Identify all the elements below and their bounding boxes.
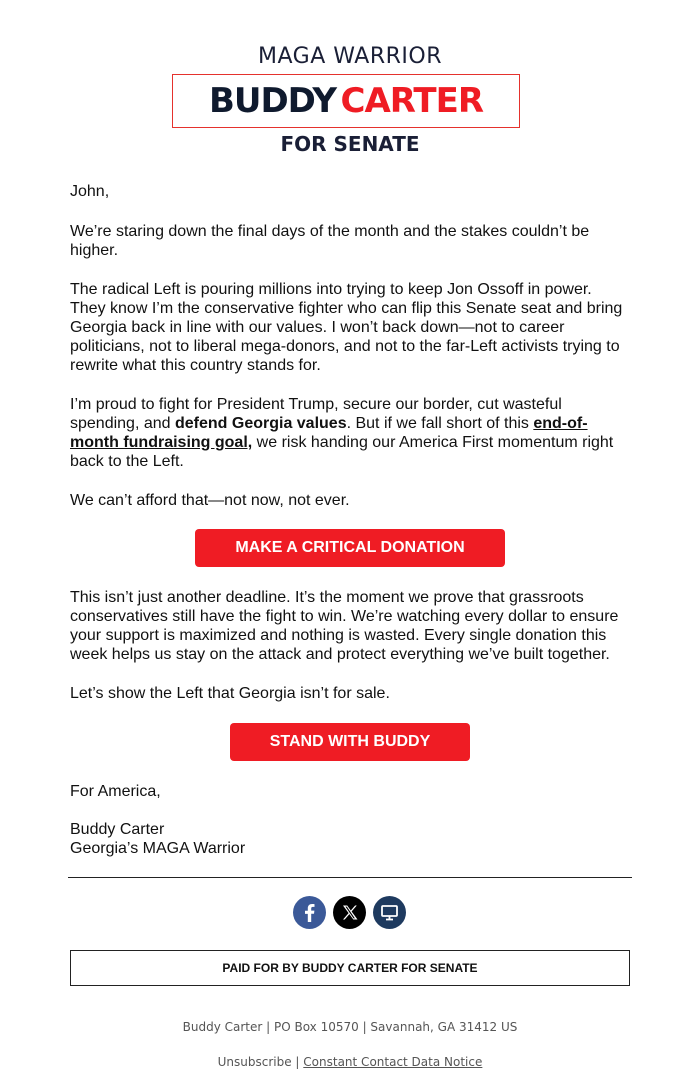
- make-critical-donation-button[interactable]: MAKE A CRITICAL DONATION: [195, 529, 505, 567]
- fundraising-goal-link[interactable]: end-of-month fundraising goal,: [70, 415, 588, 451]
- paragraph-3-bold: defend Georgia values: [174, 415, 347, 432]
- paragraph-3-part-a: I’m proud to fight for President Trump, secure our border, cut wasteful spending, and: [70, 396, 562, 432]
- signoff: For America,: [70, 783, 161, 800]
- paragraph-6: Let’s show the Left that Georgia isn’t for sale.: [70, 685, 390, 702]
- paid-for-disclaimer: PAID FOR BY BUDDY CARTER FOR SENATE: [70, 950, 630, 986]
- x-icon[interactable]: [333, 896, 366, 929]
- signature-title: Georgia’s MAGA Warrior: [70, 840, 246, 857]
- logo-tagline: MAGA WARRIOR: [258, 44, 442, 69]
- paragraph-3-part-c: we risk handing our America First momentum right back to the Left.: [70, 434, 614, 470]
- footer-address: Buddy Carter | PO Box 10570 | Savannah, GA 31412 US: [182, 1020, 518, 1034]
- paragraph-3-part-b: . But if we fall short of this: [346, 415, 534, 432]
- data-notice-link[interactable]: Constant Contact Data Notice: [303, 1055, 483, 1069]
- stand-with-buddy-button[interactable]: STAND WITH BUDDY: [230, 723, 470, 761]
- paragraph-3: [70, 395, 630, 471]
- greeting: John,: [70, 183, 110, 200]
- logo-name-first: BUDDY: [208, 81, 337, 121]
- footer-links: [0, 1055, 700, 1069]
- footer-separator: |: [295, 1055, 300, 1069]
- paragraph-5: This isn’t just another deadline. It’s the moment we prove that grassroots conservatives still have the fight to win. We’re watching every dollar to ensure your support is maximized and nothing is wasted. Every single donation this week helps us stay on the attack and protect everything we’ve built together.: [70, 589, 619, 663]
- logo-name-box: [172, 74, 520, 128]
- paragraph-4: We can’t afford that—not now, not ever.: [70, 492, 350, 509]
- unsubscribe-link[interactable]: Unsubscribe: [217, 1055, 292, 1069]
- logo-name-last: CARTER: [340, 81, 484, 121]
- logo-subtitle: FOR SENATE: [280, 132, 420, 156]
- facebook-icon[interactable]: [293, 896, 326, 929]
- divider: [68, 877, 632, 878]
- signature-name: Buddy Carter: [70, 821, 165, 838]
- paragraph-1: We’re staring down the final days of the month and the stakes couldn’t be higher.: [70, 223, 590, 259]
- paragraph-2: The radical Left is pouring millions into trying to keep Jon Ossoff in power. They know I’m the conservative fighter who can flip this Senate seat and bring Georgia back in line with our values. I won’t back down—not to career politicians, not to liberal mega-donors, and not to the far-Left activists trying to rewrite what this country stands for.: [70, 281, 623, 374]
- monitor-icon[interactable]: [373, 896, 406, 929]
